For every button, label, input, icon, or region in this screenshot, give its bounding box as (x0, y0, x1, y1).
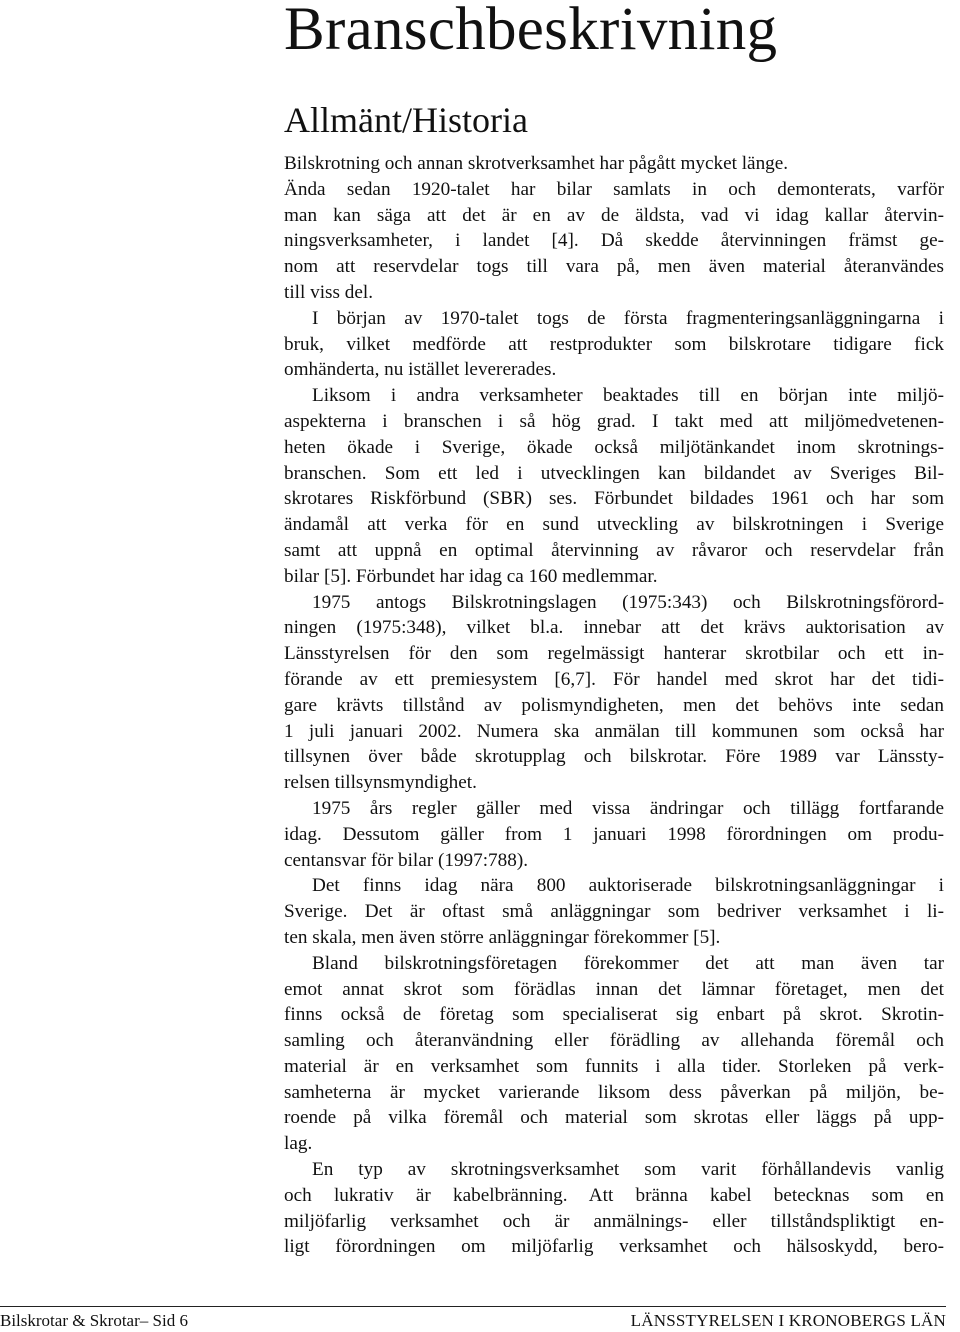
text-line: lag. (284, 1133, 313, 1155)
text-line: ligt förordningen om miljöfarlig verksamhet och hälsoskydd, bero- (284, 1236, 944, 1258)
text-line: 1975 års regler gäller med vissa ändringar och tillägg fortfarande (312, 797, 944, 819)
text-line: gare krävts tillstånd av polismyndigheten, men det behövs inte sedan (284, 694, 944, 716)
body-text (284, 151, 944, 1260)
text-line: ten skala, men även större anläggningar förekommer [5]. (284, 926, 721, 948)
text-line: material är en verksamhet som funnits i alla tider. Storleken på verk- (284, 1055, 944, 1077)
text-line: man kan säga att det är en av de äldsta, vad vi idag kallar återvin- (284, 204, 944, 226)
page-title: Branschbeskrivning (284, 0, 778, 63)
text-line: Liksom i andra verksamheter beaktades till en början inte miljö- (312, 385, 944, 407)
text-line: Ända sedan 1920-talet har bilar samlats in och demonterats, varför (284, 178, 944, 200)
text-line: samling och återanvändning eller förädling av allehanda föremål och (284, 1030, 944, 1052)
text-line: Länsstyrelsen för den som regelmässigt hanterar skrotbilar och ett in- (284, 643, 944, 665)
text-line: idag. Dessutom gäller from 1 januari 1998 förordningen om produ- (284, 823, 944, 845)
text-line: 1975 antogs Bilskrotningslagen (1975:343) och Bilskrotningsförord- (312, 591, 944, 613)
text-line: Det finns idag nära 800 auktoriserade bilskrotningsanläggningar i (312, 875, 944, 897)
text-line: omhänderta, nu istället levererades. (284, 359, 557, 381)
text-line: aspekterna i branschen i så hög grad. I takt med att miljömedvetenen- (284, 410, 944, 432)
text-line: samt att uppnå en optimal återvinning av råvaror och reservdelar från (284, 539, 944, 561)
text-line: bruk, vilket medförde att restprodukter som bilskrotare tidigare fick (284, 333, 944, 355)
text-line: till viss del. (284, 281, 374, 303)
text-line: och lukrativ är kabelbränning. Att bränna kabel betecknas som en (284, 1184, 944, 1206)
section-heading: Allmänt/Historia (284, 100, 528, 140)
text-line: Sverige. Det är oftast små anläggningar som bedriver verksamhet i li- (284, 901, 944, 923)
text-line: ningen (1975:348), vilket bl.a. innebar att det krävs auktorisation av (284, 617, 944, 639)
text-line: miljöfarlig verksamhet och är anmälnings- eller tillståndspliktigt en- (284, 1210, 944, 1232)
text-line: En typ av skrotningsverksamhet som varit förhållandevis vanlig (312, 1159, 944, 1181)
text-line: branschen. Som ett led i utvecklingen kan bildandet av Sveriges Bil- (284, 462, 944, 484)
text-line: ändamål att verka för en sund utveckling av bilskrotningen i Sverige (284, 514, 944, 536)
text-line: 1 juli januari 2002. Numera ska anmälan till kommunen som också har (284, 720, 944, 742)
text-line: emot annat skrot som förädlas innan det lämnar företaget, men det (284, 978, 944, 1000)
text-line: nom att reservdelar togs till vara på, men även material återanvändes (284, 256, 944, 278)
text-line: roende på vilka föremål och material som skrotas eller läggs på upp- (284, 1107, 944, 1129)
footer-organization: LÄNSSTYRELSEN I KRONOBERGS LÄN (630, 1311, 946, 1330)
text-line: I början av 1970-talet togs de första fragmenteringsanläggningarna i (312, 307, 944, 329)
text-line: bilar [5]. Förbundet har idag ca 160 medlemmar. (284, 565, 658, 587)
text-line: finns också de företag som specialiserat sig enbart på skrot. Skrotin- (284, 1004, 944, 1026)
text-line: Bland bilskrotningsföretagen förekommer det att man även tar (312, 952, 944, 974)
footer-divider (0, 1306, 946, 1307)
text-line: centansvar för bilar (1997:788). (284, 849, 529, 871)
text-line: ningsverksamheter, i landet [4]. Då skedde återvinningen främst ge- (284, 230, 944, 252)
text-line: samheterna är mycket varierande liksom dess påverkan på miljön, be- (284, 1081, 944, 1103)
text-line: skrotares Riskförbund (SBR) ses. Förbundet bildades 1961 och har som (284, 488, 944, 510)
text-line: Bilskrotning och annan skrotverksamhet har pågått mycket länge. (284, 153, 789, 174)
footer-page-label: Bilskrotar & Skrotar– Sid 6 (0, 1311, 188, 1330)
text-line: tillsynen över både skrotupplag och bilskrotar. Före 1989 var Länssty- (284, 746, 944, 768)
text-line: förande av ett premiesystem [6,7]. För handel med skrot har det tidi- (284, 668, 944, 690)
text-line: heten ökade i Sverige, ökade också miljötänkandet inom skrotnings- (284, 436, 944, 458)
text-line: relsen tillsynsmyndighet. (284, 772, 477, 794)
